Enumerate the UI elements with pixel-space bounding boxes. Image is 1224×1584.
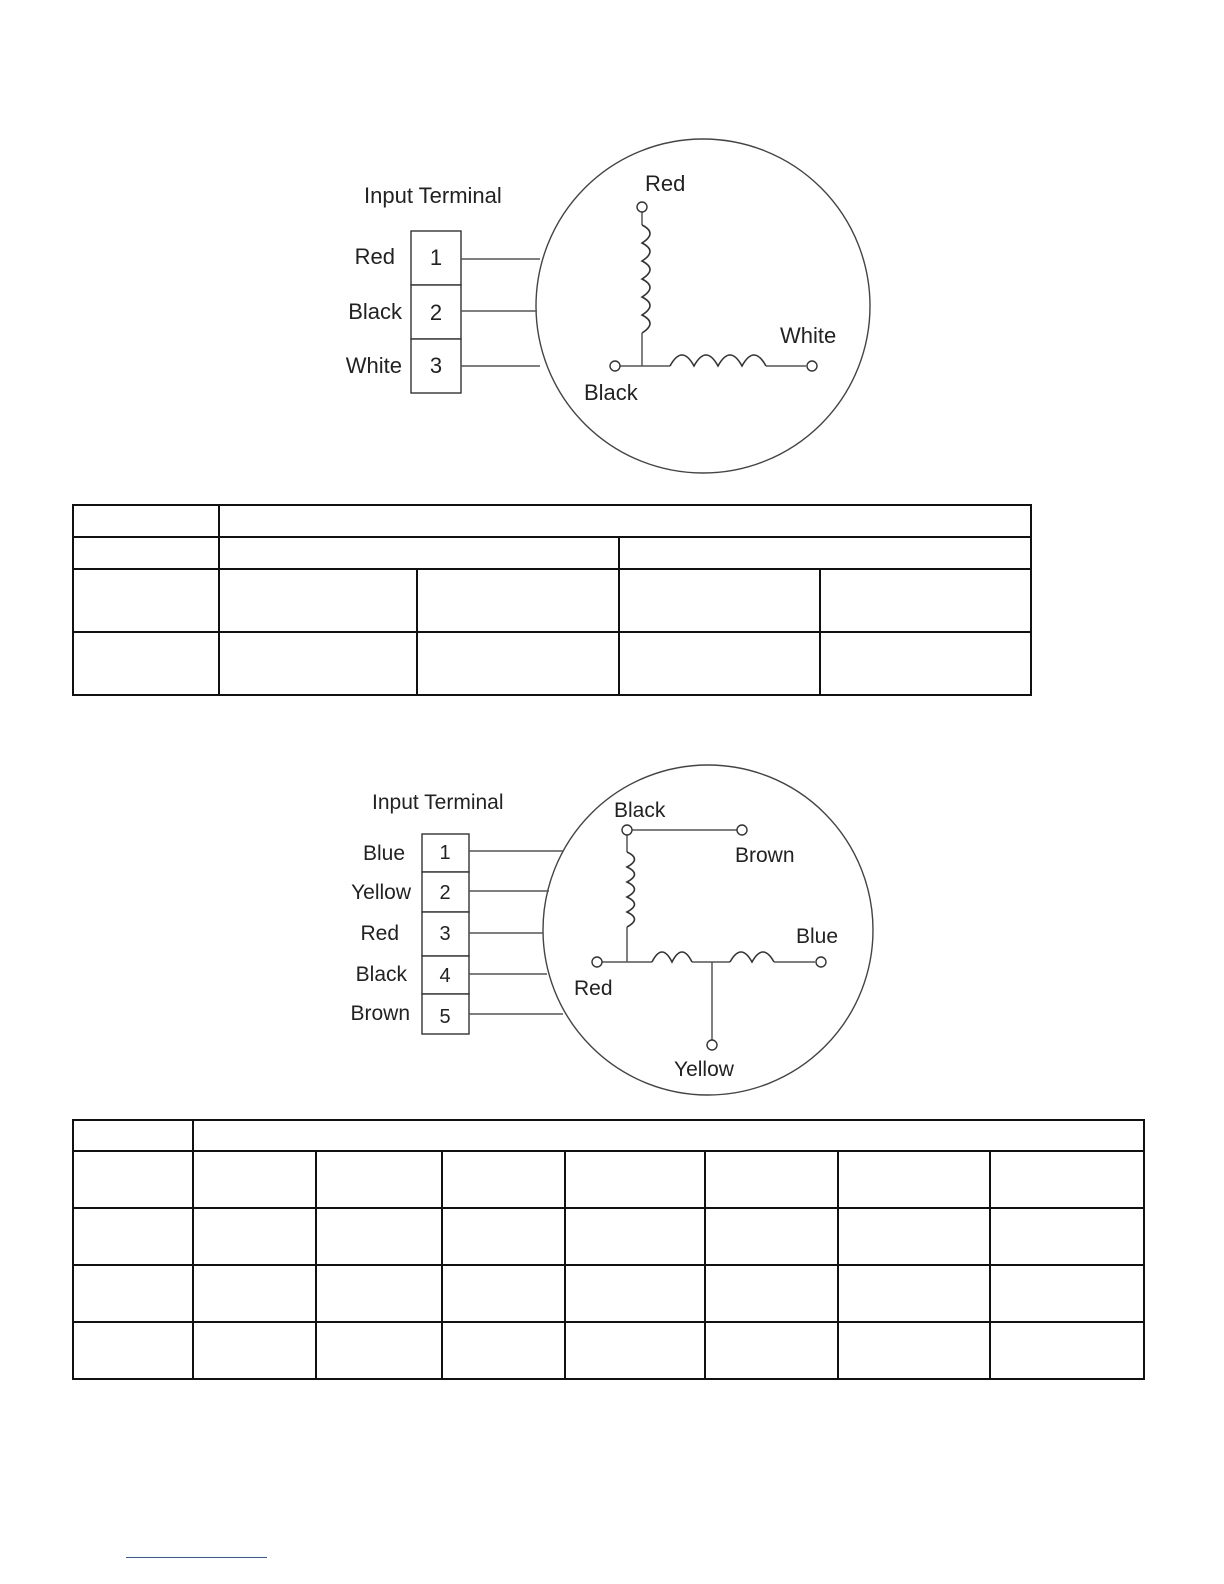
table-cell xyxy=(990,1265,1144,1322)
terminal-wire-label-3: Red xyxy=(360,922,399,945)
terminal-number-5: 5 xyxy=(439,1006,451,1028)
node-label-blue: Blue xyxy=(796,925,839,948)
table-row xyxy=(73,537,1031,569)
terminal-wire-label-2: Yellow xyxy=(351,881,411,904)
terminal-number-1: 1 xyxy=(439,842,451,864)
table-cell xyxy=(73,1120,193,1151)
table-cell xyxy=(316,1265,442,1322)
node-label-brown: Brown xyxy=(735,844,795,867)
table-cell xyxy=(838,1208,990,1265)
table-cell xyxy=(619,569,820,632)
wiring-diagram-5-wire-svg xyxy=(0,760,1224,1100)
wiring-diagram-5-wire xyxy=(0,760,1224,1100)
table-cell xyxy=(73,632,219,695)
table-cell xyxy=(73,1151,193,1208)
table-cell xyxy=(442,1208,565,1265)
table-cell xyxy=(73,1208,193,1265)
table-cell xyxy=(705,1322,838,1379)
table-cell xyxy=(442,1265,565,1322)
table-cell xyxy=(193,1208,316,1265)
terminal-number-1: 1 xyxy=(429,245,443,270)
terminal-wire-label-2: Black xyxy=(348,299,402,324)
table-cell xyxy=(316,1322,442,1379)
node-black xyxy=(622,825,632,835)
terminal-number-3: 3 xyxy=(439,923,451,945)
terminal-number-2: 2 xyxy=(429,300,443,325)
table-row xyxy=(73,1120,1144,1151)
table-cell xyxy=(565,1151,705,1208)
node-blue xyxy=(816,957,826,967)
table-cell xyxy=(219,505,1031,537)
motor-housing-circle xyxy=(536,139,870,473)
node-label-white: White xyxy=(780,323,837,348)
table-cell xyxy=(193,1120,1144,1151)
terminal-wire-label-4: Black xyxy=(355,963,407,986)
input-terminal-title: Input Terminal xyxy=(364,183,502,208)
table-row xyxy=(73,1208,1144,1265)
terminal-number-4: 4 xyxy=(439,965,451,987)
table-cell xyxy=(619,632,820,695)
node-label-black: Black xyxy=(584,380,638,405)
terminal-wire-label-5: Brown xyxy=(350,1002,410,1025)
node-red xyxy=(592,957,602,967)
table-cell xyxy=(73,1322,193,1379)
table-cell xyxy=(442,1322,565,1379)
table-cell xyxy=(219,632,417,695)
table-cell xyxy=(990,1322,1144,1379)
node-brown xyxy=(737,825,747,835)
table-cell xyxy=(73,1265,193,1322)
node-label-red: Red xyxy=(645,171,686,196)
table-cell xyxy=(193,1151,316,1208)
node-white xyxy=(807,361,817,371)
table-row xyxy=(73,1322,1144,1379)
table-cell xyxy=(990,1208,1144,1265)
table-cell xyxy=(565,1208,705,1265)
table-cell xyxy=(316,1208,442,1265)
table-cell xyxy=(565,1265,705,1322)
wiring-diagram-3-wire-svg xyxy=(0,130,1224,480)
input-terminal-title: Input Terminal xyxy=(372,791,504,814)
table-cell xyxy=(838,1322,990,1379)
table-cell xyxy=(316,1151,442,1208)
footer-link-underline xyxy=(126,1557,267,1558)
node-label-black: Black xyxy=(614,799,666,822)
table-cell xyxy=(565,1322,705,1379)
node-label-red: Red xyxy=(574,977,613,1000)
table-cell xyxy=(838,1265,990,1322)
table-cell xyxy=(820,632,1031,695)
table-cell xyxy=(619,537,1031,569)
terminal-number-2: 2 xyxy=(439,882,451,904)
table-row xyxy=(73,632,1031,695)
table-cell xyxy=(705,1265,838,1322)
table-cell xyxy=(73,505,219,537)
table-cell xyxy=(73,537,219,569)
table-cell xyxy=(219,537,619,569)
table-cell xyxy=(219,569,417,632)
table-cell xyxy=(990,1151,1144,1208)
node-label-yellow: Yellow xyxy=(674,1058,734,1081)
terminal-wire-label-3: White xyxy=(345,353,402,378)
table-cell xyxy=(705,1208,838,1265)
table-row xyxy=(73,1265,1144,1322)
table-cell xyxy=(417,632,619,695)
terminal-number-3: 3 xyxy=(429,353,443,378)
terminal-wire-label-1: Blue xyxy=(362,842,405,865)
terminal-wire-label-1: Red xyxy=(354,244,395,269)
node-red xyxy=(637,202,647,212)
table-cell xyxy=(193,1265,316,1322)
table-cell xyxy=(442,1151,565,1208)
table-cell xyxy=(193,1322,316,1379)
table-cell xyxy=(73,569,219,632)
table-cell xyxy=(705,1151,838,1208)
table-cell xyxy=(417,569,619,632)
table-row xyxy=(73,569,1031,632)
wiring-diagram-3-wire xyxy=(0,130,1224,480)
table-cell xyxy=(820,569,1031,632)
table-2 xyxy=(72,1119,1145,1380)
table-row xyxy=(73,505,1031,537)
node-black xyxy=(610,361,620,371)
table-row xyxy=(73,1151,1144,1208)
table-1 xyxy=(72,504,1032,696)
node-yellow xyxy=(707,1040,717,1050)
table-cell xyxy=(838,1151,990,1208)
